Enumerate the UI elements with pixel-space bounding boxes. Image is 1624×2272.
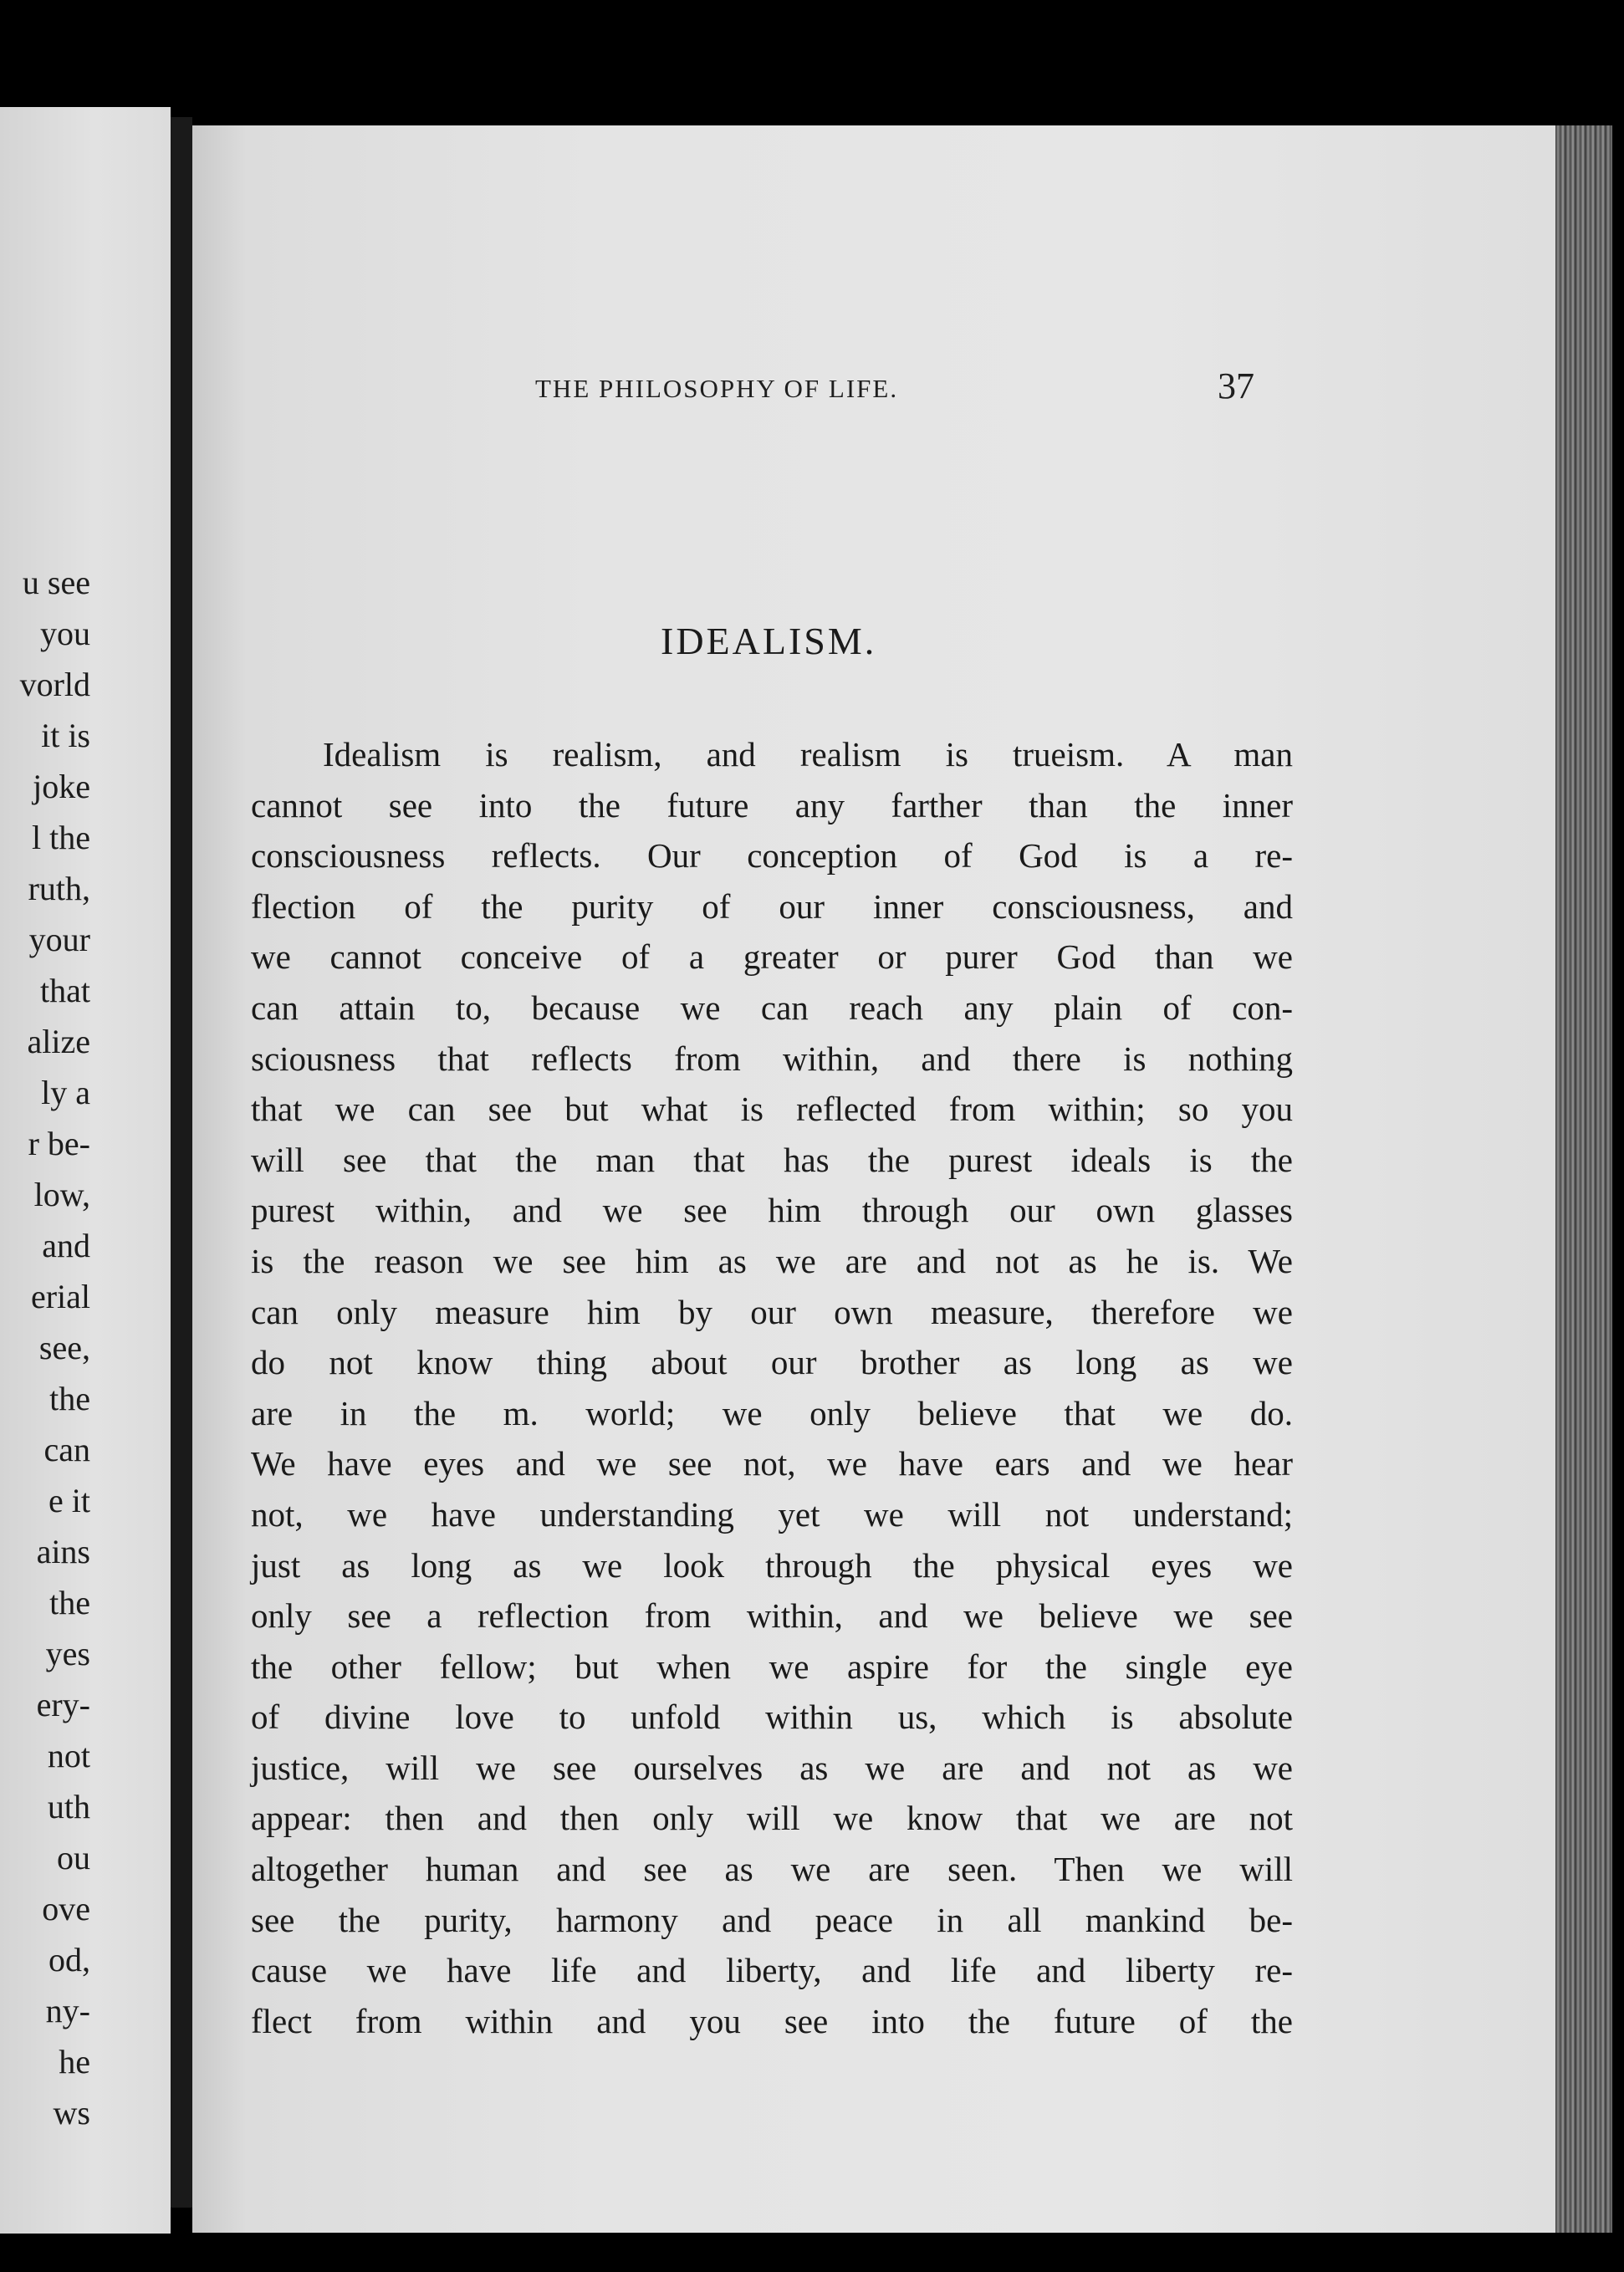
text-line: will see that the man that has the purest ideals is the — [251, 1140, 1293, 1179]
previous-page-line: e it — [49, 1482, 90, 1519]
text-line: are in the m. world; we only believe that we do. — [251, 1393, 1293, 1432]
previous-page-line: ou — [57, 1839, 90, 1876]
previous-page-line: can — [43, 1431, 90, 1468]
text-line: appear: then and then only will we know that we are not — [251, 1799, 1293, 1838]
text-line: do not know thing about our brother as long as we — [251, 1343, 1293, 1382]
previous-page-line: it is — [41, 717, 90, 754]
page-number: 37 — [1218, 365, 1254, 406]
previous-page-line: that — [40, 972, 90, 1009]
text-line: is the reason we see him as we are and not as he is. We — [251, 1241, 1293, 1280]
running-head: THE PHILOSOPHY OF LIFE. — [535, 374, 899, 403]
previous-page-line: ny- — [45, 1992, 90, 2029]
previous-page — [0, 107, 171, 2234]
text-line: purest within, and we see him through our own glasses — [251, 1191, 1293, 1230]
text-line: not, we have understanding yet we will not understand; — [251, 1494, 1293, 1534]
previous-page-line: see, — [38, 1329, 90, 1366]
previous-page-line: u see — [22, 564, 90, 601]
previous-page-line: and — [42, 1227, 90, 1264]
previous-page-line: joke — [33, 768, 90, 805]
previous-page-line: the — [49, 1380, 90, 1417]
book-spine — [171, 117, 192, 2208]
previous-page-line: ly a — [41, 1074, 90, 1111]
previous-page-line: you — [40, 615, 90, 652]
previous-page-line: ery- — [36, 1686, 90, 1723]
text-line: only see a reflection from within, and we believe we see — [251, 1596, 1293, 1636]
previous-page-line: r be- — [28, 1125, 90, 1162]
previous-page-line: ains — [36, 1533, 90, 1570]
text-line: altogether human and see as we are seen. Then we will — [251, 1850, 1293, 1889]
text-line: consciousness reflects. Our conception of God is a re- — [251, 836, 1293, 876]
text-line: see the purity, harmony and peace in all mankind be- — [251, 1900, 1293, 1939]
text-line: Idealism is realism, and realism is trueism. A man — [323, 735, 1293, 774]
previous-page-line: l the — [32, 819, 90, 856]
page-edges — [1555, 125, 1612, 2233]
previous-page-line: uth — [47, 1788, 90, 1825]
previous-page-line: alize — [27, 1023, 90, 1060]
previous-page-line: yes — [45, 1635, 90, 1672]
text-line: cause we have life and liberty, and life and liberty re- — [251, 1951, 1293, 1990]
text-line: We have eyes and we see not, we have ears and we hear — [251, 1444, 1293, 1483]
text-line: just as long as we look through the physical eyes we — [251, 1545, 1293, 1585]
previous-page-line: not — [47, 1737, 90, 1774]
previous-page-line: your — [28, 921, 90, 958]
previous-page-line: ws — [53, 2094, 90, 2132]
previous-page-line: ruth, — [28, 870, 90, 907]
text-line: flection of the purity of our inner consciousness, and — [251, 886, 1293, 926]
previous-page-line: the — [49, 1584, 90, 1621]
previous-page-text — [20, 557, 90, 2138]
text-line: the other fellow; but when we aspire for the single eye — [251, 1647, 1293, 1686]
body-text — [251, 729, 1293, 2046]
text-line: cannot see into the future any farther than the inner — [251, 785, 1293, 825]
previous-page-line: he — [59, 2043, 90, 2081]
text-line: that we can see but what is reflected from within; so you — [251, 1090, 1293, 1129]
text-line: we cannot conceive of a greater or purer God than we — [251, 937, 1293, 977]
previous-page-line: ove — [42, 1890, 90, 1927]
previous-page-line: erial — [30, 1278, 90, 1315]
chapter-title: IDEALISM. — [661, 620, 877, 662]
text-line: of divine love to unfold within us, which is absolute — [251, 1698, 1293, 1737]
text-line: justice, will we see ourselves as we are and not as we — [251, 1748, 1293, 1787]
previous-page-line: od, — [49, 1941, 90, 1978]
text-line: flect from within and you see into the future of the — [251, 2001, 1293, 2040]
previous-page-line: low, — [33, 1176, 90, 1213]
text-line: sciousness that reflects from within, and there is nothing — [251, 1039, 1293, 1078]
text-line: can only measure him by our own measure, therefore we — [251, 1292, 1293, 1331]
text-line: can attain to, because we can reach any plain of con- — [251, 988, 1293, 1027]
previous-page-line: vorld — [19, 666, 90, 703]
